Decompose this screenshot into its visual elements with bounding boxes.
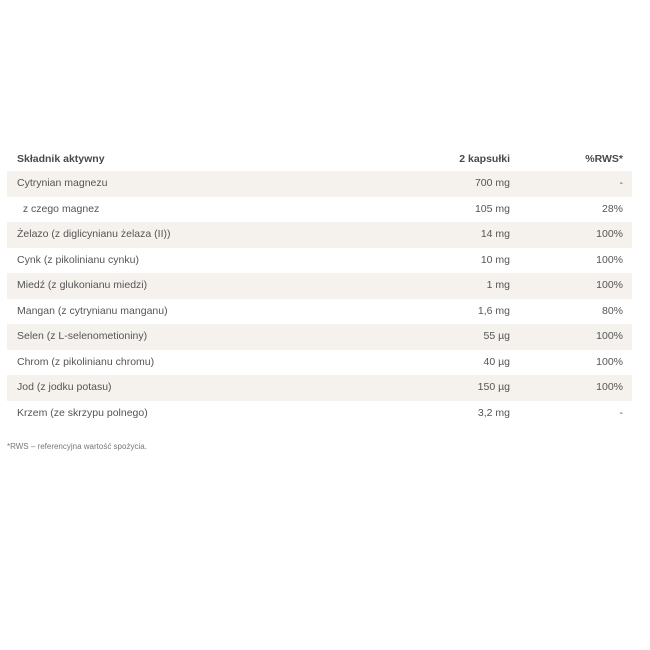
table-row	[7, 171, 632, 197]
table-row	[7, 324, 632, 350]
amount-cell: 14 mg	[412, 222, 510, 248]
table-row	[7, 197, 632, 223]
rws-cell: 100%	[510, 375, 632, 401]
rws-cell: 100%	[510, 273, 632, 299]
amount-cell: 105 mg	[412, 197, 510, 223]
header-amount: 2 kapsułki	[459, 153, 510, 165]
ingredient-cell: Żelazo (z diglicynianu żelaza (II))	[7, 222, 412, 248]
rws-cell: 28%	[510, 197, 632, 223]
ingredient-cell: Jod (z jodku potasu)	[7, 375, 412, 401]
rws-cell: 100%	[510, 222, 632, 248]
header-rws: %RWS*	[585, 153, 623, 165]
rws-cell: 100%	[510, 248, 632, 274]
ingredient-cell: Chrom (z pikolinianu chromu)	[7, 350, 412, 376]
ingredient-cell: Mangan (z cytrynianu manganu)	[7, 299, 412, 325]
amount-cell: 150 µg	[412, 375, 510, 401]
amount-cell: 55 µg	[412, 324, 510, 350]
ingredient-cell: Cynk (z pikolinianu cynku)	[7, 248, 412, 274]
amount-cell: 1 mg	[412, 273, 510, 299]
rws-cell: 80%	[510, 299, 632, 325]
rws-cell: 100%	[510, 350, 632, 376]
header-ingredient: Składnik aktywny	[17, 153, 105, 165]
amount-cell: 40 µg	[412, 350, 510, 376]
ingredient-cell: z czego magnez	[7, 197, 412, 223]
table-row	[7, 273, 632, 299]
table-row	[7, 299, 632, 325]
amount-cell: 1,6 mg	[412, 299, 510, 325]
table-row	[7, 401, 632, 427]
ingredient-cell: Cytrynian magnezu	[7, 171, 412, 197]
rws-cell: -	[510, 401, 632, 427]
ingredient-cell: Miedź (z glukonianu miedzi)	[7, 273, 412, 299]
amount-cell: 10 mg	[412, 248, 510, 274]
table-row	[7, 350, 632, 376]
table-row	[7, 375, 632, 401]
rws-cell: 100%	[510, 324, 632, 350]
nutrition-table	[7, 147, 632, 426]
table-header-row	[7, 147, 632, 171]
table-row	[7, 222, 632, 248]
ingredient-cell: Krzem (ze skrzypu polnego)	[7, 401, 412, 427]
ingredient-cell: Selen (z L-selenometioniny)	[7, 324, 412, 350]
nutrition-table-container	[7, 147, 632, 426]
rws-footnote: *RWS – referencyjna wartość spożycia.	[7, 442, 147, 451]
amount-cell: 700 mg	[412, 171, 510, 197]
rws-cell: -	[510, 171, 632, 197]
table-row	[7, 248, 632, 274]
amount-cell: 3,2 mg	[412, 401, 510, 427]
